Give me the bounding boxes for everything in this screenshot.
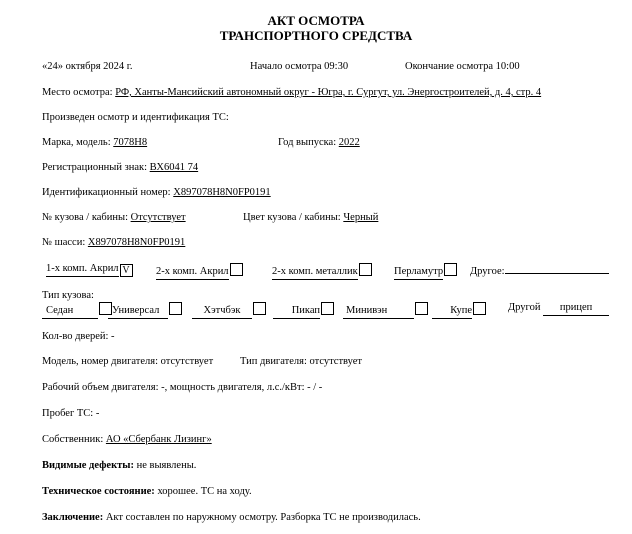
body-type-pickup-label: Пикап — [273, 305, 320, 319]
body-type-label: Тип кузова: — [42, 290, 94, 301]
conclusion-label: Заключение: — [42, 512, 104, 523]
owner-value: АО «Сбербанк Лизинг» — [105, 434, 212, 445]
end-time-label: Окончание осмотра — [405, 61, 494, 72]
body-number-label: № кузова / кабины: — [42, 212, 128, 223]
paint-other — [470, 263, 609, 279]
defects-field — [42, 460, 196, 473]
end-time-field — [405, 61, 520, 74]
body-type-coupe — [432, 302, 486, 319]
condition-value: хорошее. ТС на ходу. — [154, 486, 252, 497]
place-value: РФ, Ханты-Мансийский автономный округ - Югра, г. Сургут, ул. Энергостроителей, д. 4, стр. 4 — [115, 87, 542, 98]
engine-type: Тип двигателя: отсутствует — [240, 356, 363, 367]
start-time-label: Начало осмотра — [250, 61, 322, 72]
chassis-field — [42, 237, 185, 250]
paint-other-label: Другое: — [470, 266, 505, 277]
body-type-minivan-label: Минивэн — [343, 305, 414, 319]
color-label: Цвет кузова / кабины: — [243, 212, 341, 223]
identification-text: Произведен осмотр и идентификация ТС: — [42, 112, 229, 123]
year-value: 2022 — [338, 137, 360, 148]
inspection-date: «24» октября 2024 г. — [42, 61, 133, 72]
condition-label: Техническое состояние: — [42, 486, 155, 497]
paint-option-3-label: 2-х комп. металлик — [272, 266, 358, 280]
paint-option-1 — [46, 263, 133, 277]
reg-value: ВХ6041 74 — [149, 162, 199, 173]
defects-label: Видимые дефекты: — [42, 460, 134, 471]
body-type-sedan-label: Седан — [42, 305, 98, 319]
model-value: 7078H8 — [113, 137, 148, 148]
engine-model: Модель, номер двигателя: отсутствует — [42, 356, 214, 367]
owner-field — [42, 434, 212, 447]
reg-field — [42, 162, 198, 175]
doors-count: Кол-во дверей: - — [42, 331, 115, 342]
paint-option-1-checkbox[interactable]: V — [120, 264, 133, 277]
paint-option-4-checkbox[interactable] — [444, 263, 457, 276]
conclusion-value: Акт составлен по наружному осмотру. Разборка ТС не производилась. — [103, 512, 421, 523]
body-type-pickup-checkbox[interactable] — [321, 302, 334, 315]
defects-value: не выявлены. — [133, 460, 197, 471]
vin-value: X897078H8N0FP0191 — [173, 187, 271, 198]
body-type-universal-checkbox[interactable] — [169, 302, 182, 315]
body-type-hatchback-label: Хэтчбэк — [192, 305, 252, 319]
body-number-field — [42, 212, 186, 225]
body-type-coupe-label: Купе — [432, 305, 472, 319]
body-type-other-value: прицеп — [543, 302, 609, 316]
place-label: Место осмотра: — [42, 87, 113, 98]
body-type-pickup — [273, 302, 334, 319]
end-time-value: 10:00 — [495, 61, 520, 72]
paint-option-4-label: Перламутр — [394, 266, 443, 280]
body-type-other-label: Другой — [508, 302, 541, 313]
paint-other-line[interactable] — [505, 263, 609, 274]
body-type-hatchback-checkbox[interactable] — [253, 302, 266, 315]
place-field — [42, 87, 541, 100]
chassis-label: № шасси: — [42, 237, 86, 248]
color-value: Черный — [343, 212, 379, 223]
chassis-value: X897078H8N0FP0191 — [87, 237, 186, 248]
body-type-minivan-checkbox[interactable] — [415, 302, 428, 315]
owner-label: Собственник: — [42, 434, 104, 445]
conclusion-field — [42, 512, 421, 525]
body-type-coupe-checkbox[interactable] — [473, 302, 486, 315]
model-field — [42, 137, 147, 150]
paint-option-1-label: 1-х комп. Акрил — [46, 263, 119, 277]
doc-title-line1: АКТ ОСМОТРА — [267, 13, 365, 28]
start-time-field — [250, 61, 348, 74]
body-type-minivan — [343, 302, 428, 319]
body-type-sedan — [42, 302, 112, 319]
paint-option-3-checkbox[interactable] — [359, 263, 372, 276]
start-time-value: 09:30 — [324, 61, 349, 72]
vin-field — [42, 187, 271, 200]
body-number-value: Отсутствует — [130, 212, 186, 223]
color-field — [243, 212, 378, 225]
body-type-universal-label: Универсал — [108, 305, 168, 319]
body-type-hatchback — [192, 302, 266, 319]
mileage: Пробег ТС: - — [42, 408, 100, 419]
model-label: Марка, модель: — [42, 137, 111, 148]
paint-option-2-label: 2-х комп. Акрил — [156, 266, 229, 280]
vin-label: Идентификационный номер: — [42, 187, 171, 198]
paint-option-2-checkbox[interactable] — [230, 263, 243, 276]
condition-field — [42, 486, 252, 499]
paint-option-2 — [156, 263, 243, 280]
body-type-other — [508, 302, 609, 316]
reg-label: Регистрационный знак: — [42, 162, 148, 173]
year-label: Год выпуска: — [278, 137, 337, 148]
doc-title-line2: ТРАНСПОРТНОГО СРЕДСТВА — [219, 28, 413, 43]
paint-option-4 — [394, 263, 457, 280]
engine-volume: Рабочий объем двигателя: -, мощность двигателя, л.с./кВт: - / - — [42, 382, 323, 393]
body-type-universal — [108, 302, 182, 319]
paint-option-3 — [272, 263, 372, 280]
year-field — [278, 137, 360, 150]
